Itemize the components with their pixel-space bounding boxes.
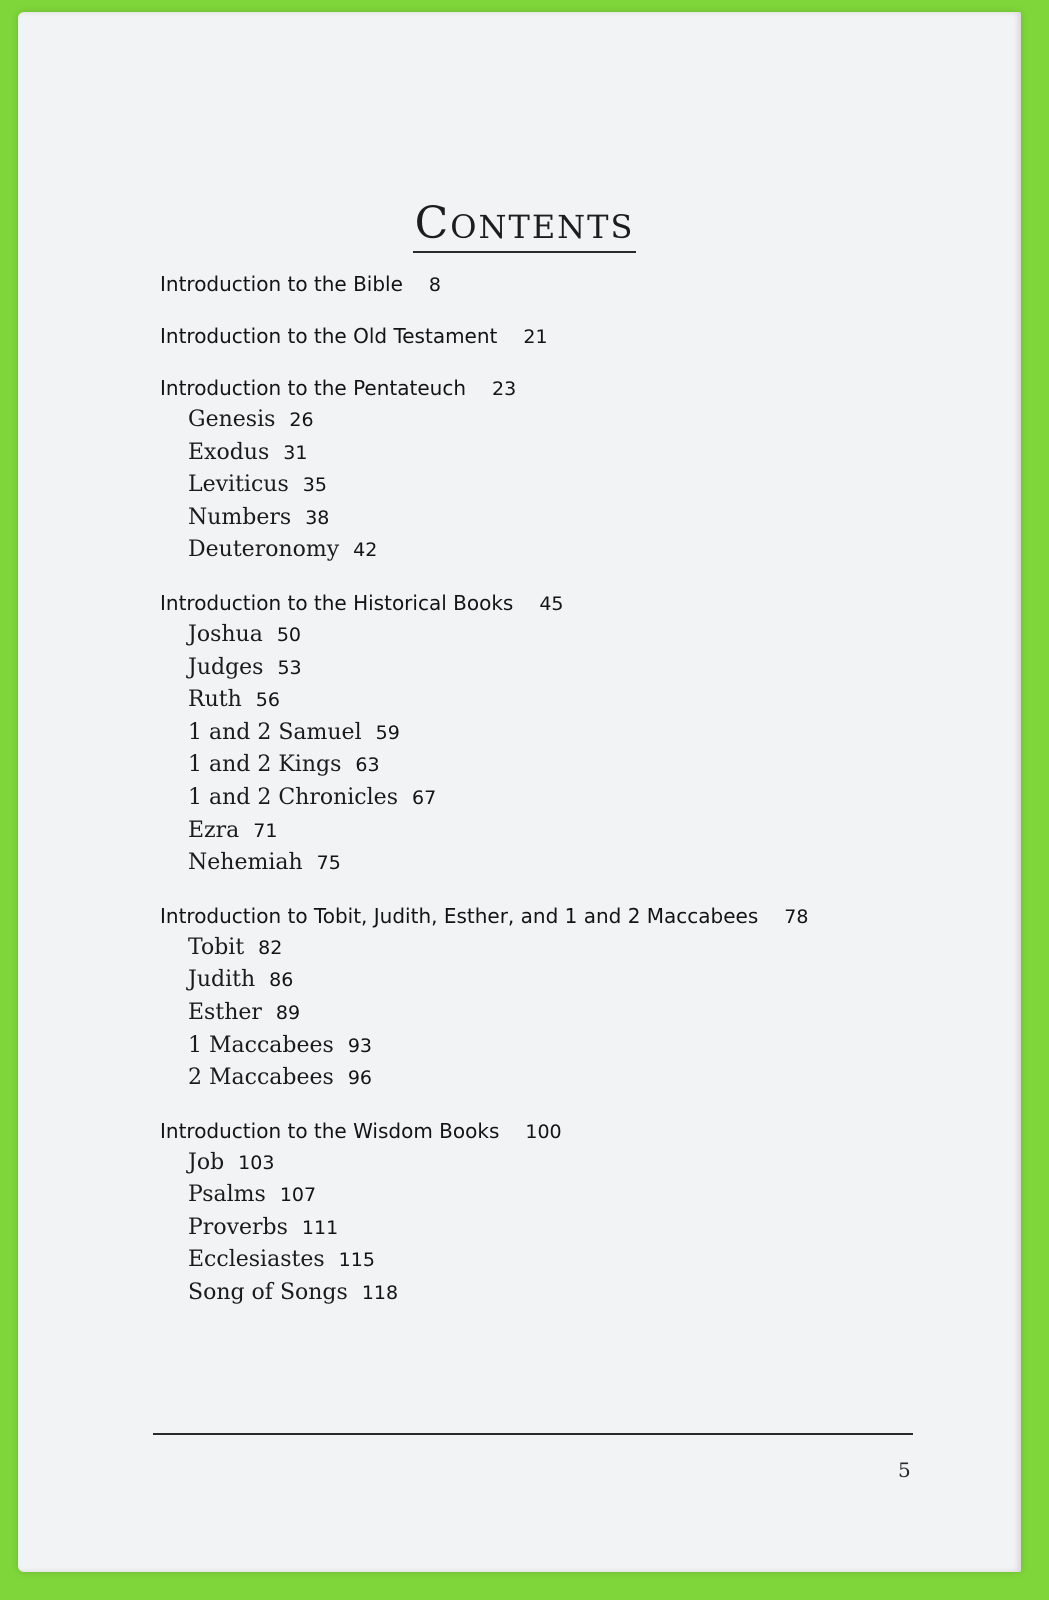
book-name: 2 Maccabees <box>188 1065 334 1091</box>
book-page-number: 89 <box>275 1001 301 1024</box>
book-entry <box>188 782 920 815</box>
book-entry <box>188 997 920 1030</box>
book-entry <box>188 1147 920 1180</box>
book-entry <box>188 847 920 880</box>
book-name: Ecclesiastes <box>188 1247 325 1273</box>
toc-section <box>160 1115 920 1310</box>
section-title: Introduction to the Wisdom Books <box>160 1118 500 1143</box>
book-entry <box>188 964 920 997</box>
book-entry <box>188 502 920 535</box>
book-page-number: 107 <box>279 1184 317 1207</box>
contents-heading-rest: ONTENTS <box>450 208 635 246</box>
book-entry <box>188 932 920 965</box>
section-title: Introduction to Tobit, Judith, Esther, and 1 and 2 Maccabees <box>160 903 759 928</box>
book-list <box>160 932 920 1095</box>
book-entry <box>188 1212 920 1245</box>
book-name: Numbers <box>188 504 292 530</box>
book-entry <box>188 1030 920 1063</box>
book-name: Tobit <box>188 934 245 960</box>
book-page-number: 82 <box>258 936 283 959</box>
table-of-contents <box>160 268 920 1330</box>
book-page-number: 96 <box>347 1067 372 1090</box>
book-list <box>160 619 920 880</box>
book-entry <box>188 717 920 750</box>
book-name: Exodus <box>188 439 270 465</box>
section-page-number: 21 <box>523 326 548 348</box>
toc-section-heading <box>160 372 920 404</box>
footer-rule <box>153 1433 913 1435</box>
book-entry <box>188 684 920 717</box>
book-name: 1 and 2 Kings <box>188 752 342 778</box>
book-entry <box>188 619 920 652</box>
book-name: Deuteronomy <box>188 537 340 563</box>
book-name: Psalms <box>188 1182 266 1208</box>
section-page-number: 78 <box>784 905 809 928</box>
book-page-number: 38 <box>305 506 330 529</box>
toc-section-heading <box>160 268 920 300</box>
book-page-number: 93 <box>347 1034 372 1057</box>
book-page-number: 103 <box>238 1151 275 1174</box>
book-page-number: 63 <box>355 754 380 777</box>
book-name: 1 Maccabees <box>188 1032 334 1058</box>
book-entry <box>188 404 920 437</box>
book-name: Judith <box>188 967 256 993</box>
book-page-number: 115 <box>338 1249 375 1272</box>
book-entry <box>188 469 920 502</box>
book-page-number: 111 <box>301 1216 339 1239</box>
page-title <box>0 198 1049 253</box>
book-entry <box>188 1277 920 1310</box>
page-number: 5 <box>898 1458 911 1482</box>
section-page-number: 23 <box>492 378 517 400</box>
book-page-number: 118 <box>361 1282 399 1305</box>
toc-section <box>160 320 920 352</box>
toc-section <box>160 268 920 300</box>
book-page-number: 75 <box>316 852 341 875</box>
book-page-number: 56 <box>255 689 280 712</box>
book-page-number: 42 <box>353 539 378 562</box>
section-title: Introduction to the Old Testament <box>160 324 498 348</box>
book-entry <box>188 534 920 567</box>
section-page-number: 8 <box>428 274 442 296</box>
book-entry <box>188 1062 920 1095</box>
book-page-number: 67 <box>411 786 437 809</box>
toc-section-heading <box>160 900 920 932</box>
book-name: Joshua <box>188 621 263 647</box>
book-page-number: 50 <box>276 623 301 646</box>
section-page-number: 100 <box>525 1120 562 1143</box>
book-page-number: 26 <box>289 409 314 431</box>
toc-section-heading <box>160 320 920 352</box>
section-title: Introduction to the Pentateuch <box>160 376 467 400</box>
contents-heading <box>413 198 637 253</box>
toc-section-heading <box>160 1115 920 1147</box>
toc-section <box>160 372 920 567</box>
book-list <box>160 404 920 567</box>
section-page-number: 45 <box>539 592 564 615</box>
book-entry <box>188 1244 920 1277</box>
book-name: 1 and 2 Samuel <box>188 719 362 745</box>
book-entry <box>188 749 920 782</box>
book-name: 1 and 2 Chronicles <box>188 784 398 810</box>
book-entry <box>188 1179 920 1212</box>
book-name: Nehemiah <box>188 850 303 876</box>
book-name: Leviticus <box>188 472 289 498</box>
toc-section-heading <box>160 587 920 619</box>
section-title: Introduction to the Historical Books <box>160 590 514 615</box>
book-page-number: 71 <box>253 819 278 842</box>
book-page-number: 59 <box>375 721 400 744</box>
book-entry <box>188 815 920 848</box>
book-entry <box>188 652 920 685</box>
book-page-number: 31 <box>283 441 308 464</box>
book-name: Genesis <box>188 407 276 432</box>
book-entry <box>188 437 920 470</box>
book-name: Song of Songs <box>188 1280 348 1306</box>
book-name: Ezra <box>188 817 240 843</box>
book-name: Proverbs <box>188 1214 288 1240</box>
book-name: Esther <box>188 999 262 1025</box>
book-name: Job <box>188 1149 225 1175</box>
book-page-number: 86 <box>269 969 294 992</box>
toc-section <box>160 900 920 1095</box>
contents-heading-initial: C <box>414 198 451 249</box>
toc-section <box>160 587 920 880</box>
book-name: Ruth <box>188 687 242 713</box>
book-list <box>160 1147 920 1310</box>
section-title: Introduction to the Bible <box>160 272 403 296</box>
book-page-number: 53 <box>277 656 302 679</box>
book-name: Judges <box>188 654 264 680</box>
book-page-number: 35 <box>302 474 327 497</box>
